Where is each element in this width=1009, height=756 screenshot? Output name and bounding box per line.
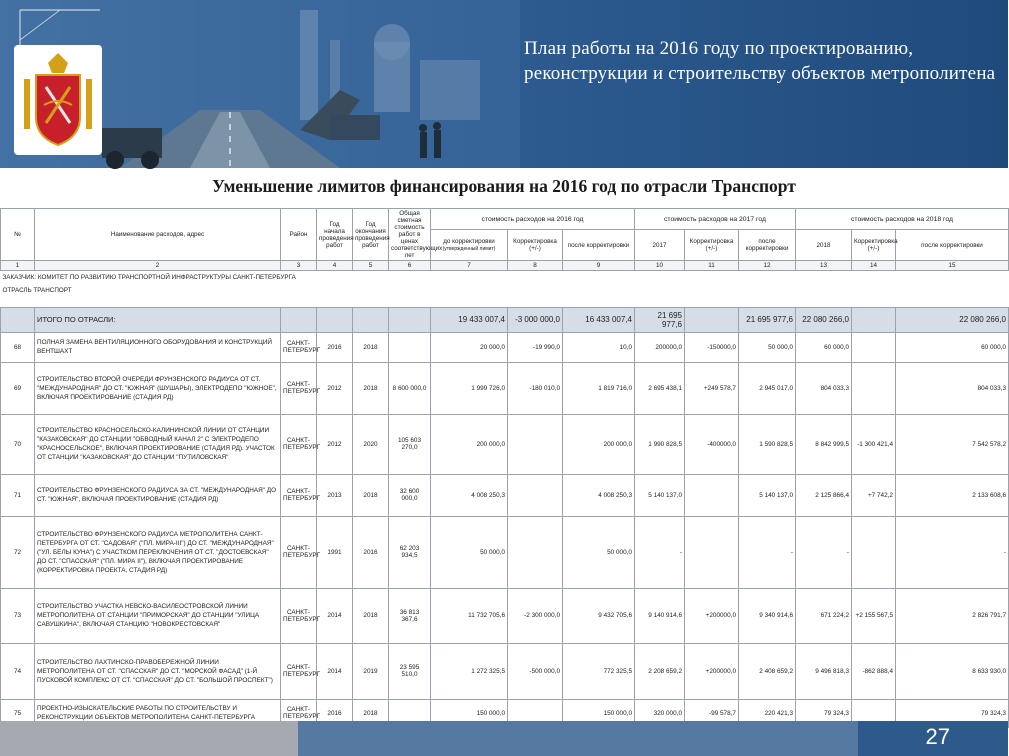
total-label: ИТОГО ПО ОТРАСЛИ:: [35, 307, 281, 332]
cell-y2018: 60 000,0: [796, 332, 852, 362]
cell-name: ПОЛНАЯ ЗАМЕНА ВЕНТИЛЯЦИОННОГО ОБОРУДОВАНИЯ И КОНСТРУКЦИЙ ВЕНТШАХТ: [35, 332, 281, 362]
col-name: Наименование расходов, адрес: [35, 209, 281, 261]
cell-y2017: 1 990 828,5: [635, 414, 685, 474]
index-cell: 10: [635, 261, 685, 271]
cell-corr17: -150000,0: [685, 332, 739, 362]
col-total-cost: Общая сметная стоимость работ в ценах соответствующих лет: [389, 209, 431, 261]
total-before: 19 433 007,4: [431, 307, 508, 332]
total-after-2017: 21 695 977,6: [739, 307, 796, 332]
page-number: 27: [925, 724, 950, 749]
cell-after: 9 432 705,6: [563, 588, 635, 643]
cell-after: 200 000,0: [563, 414, 635, 474]
column-index-row: [1, 261, 1009, 271]
table-body: [1, 332, 1009, 727]
cell-after: 772 325,5: [563, 643, 635, 699]
cell-num: 73: [1, 588, 35, 643]
footer-bar: [0, 721, 1008, 756]
col-after-2016: после корректировки: [563, 230, 635, 261]
footer-left-block: [0, 721, 298, 756]
table-row: [1, 588, 1009, 643]
cell-name: ПРОЕКТНО-ИЗЫСКАТЕЛЬСКИЕ РАБОТЫ ПО СТРОИТЕЛЬСТВУ И РЕКОНСТРУКЦИИ ОБЪЕКТОВ МЕТРОПОЛИТЕНА САНКТ-ПЕТЕРБУРГА: [35, 699, 281, 727]
cell-corr18: +2 155 567,5: [852, 588, 896, 643]
cell-after: 150 000,0: [563, 699, 635, 727]
cell-start: 2014: [317, 643, 353, 699]
col-corr-2016: Корректировка (+/-): [508, 230, 563, 261]
cell-name: СТРОИТЕЛЬСТВО ЛАХТИНСКО-ПРАВОБЕРЕЖНОЙ ЛИНИИ МЕТРОПОЛИТЕНА ОТ СТ. "СПАССКАЯ" ДО СТ. "МОРСКОЙ ФАСАД" (1-Й ПУСКОВОЙ КОМПЛЕКС ОТ СТ. "СПАССКАЯ" ДО СТ. "БОЛЬШОЙ ПРОСПЕКТ"): [35, 643, 281, 699]
table-row: [1, 643, 1009, 699]
cell-corr: [508, 516, 563, 588]
industry-row: [1, 284, 1009, 297]
cell-num: 69: [1, 362, 35, 414]
cell-corr: [508, 414, 563, 474]
index-cell: 15: [896, 261, 1009, 271]
cell-end: 2018: [353, 474, 389, 516]
cell-corr18: -862 888,4: [852, 643, 896, 699]
cell-end: 2020: [353, 414, 389, 474]
cell-start: 2014: [317, 588, 353, 643]
col-corr-2018: Корректировка (+/-): [852, 230, 896, 261]
cell-corr18: -1 300 421,4: [852, 414, 896, 474]
table-row: [1, 516, 1009, 588]
total-empty: [852, 307, 896, 332]
col-after-2017: после корректировки: [739, 230, 796, 261]
col-before-note: (утвержденный лимит): [442, 246, 496, 252]
cell-total-cost: 105 603 270,0: [389, 414, 431, 474]
index-cell: 2: [35, 261, 281, 271]
coat-of-arms-emblem: [14, 45, 102, 155]
cell-num: 71: [1, 474, 35, 516]
cell-end: 2018: [353, 362, 389, 414]
col-corr-2017: Корректировка (+/-): [685, 230, 739, 261]
index-cell: 4: [317, 261, 353, 271]
col-group-2016: стоимость расходов на 2016 год: [431, 209, 635, 230]
cell-num: 74: [1, 643, 35, 699]
cell-after: 4 008 250,3: [563, 474, 635, 516]
cell-after18: 8 633 930,0: [896, 643, 1009, 699]
cell-y2018: 8 842 999,5: [796, 414, 852, 474]
cell-after18: 60 000,0: [896, 332, 1009, 362]
cell-after18: 2 133 608,6: [896, 474, 1009, 516]
footer-mid-block: [298, 721, 858, 756]
cell-start: 2012: [317, 414, 353, 474]
cell-start: 2016: [317, 332, 353, 362]
cell-y2017: 320 000,0: [635, 699, 685, 727]
col-2017: 2017: [635, 230, 685, 261]
cell-before: 20 000,0: [431, 332, 508, 362]
table-row: [1, 474, 1009, 516]
cell-y2017: 5 140 137,0: [635, 474, 685, 516]
cell-corr17: [685, 516, 739, 588]
cell-before: 11 732 705,6: [431, 588, 508, 643]
col-start: Год начала проведения работ: [317, 209, 353, 261]
cell-district: САНКТ-ПЕТЕРБУРГ: [281, 362, 317, 414]
total-after-2018: 22 080 266,0: [896, 307, 1009, 332]
cell-district: САНКТ-ПЕТЕРБУРГ: [281, 516, 317, 588]
cell-total-cost: 23 595 510,0: [389, 643, 431, 699]
cell-corr18: +7 742,2: [852, 474, 896, 516]
cell-start: 2013: [317, 474, 353, 516]
industry-label: ОТРАСЛЬ ТРАНСПОРТ: [2, 287, 72, 294]
cell-corr17: -400000,0: [685, 414, 739, 474]
col-after-2018: после корректировки: [896, 230, 1009, 261]
cell-name: СТРОИТЕЛЬСТВО ФРУНЗЕНСКОГО РАДИУСА МЕТРОПОЛИТЕНА САНКТ-ПЕТЕРБУРГА ОТ СТ. "САДОВАЯ" ("ПЛ. МИРА-III") ДО СТ. "МЕЖДУНАРОДНАЯ" ("УЛ. БЕЛЫ КУНА") С УЧАСТКОМ ПЕРЕКЛЮЧЕНИЯ ОТ СТ. "ДОСТОЕВСКАЯ" ДО СТ. "СПАССКАЯ" ("ПЛ. МИРА II"), ВКЛЮЧАЯ ПРОЕКТИРОВАНИЕ (КОРРЕКТИРОВКА ПРОЕКТА, СТАДИЯ РД): [35, 516, 281, 588]
page-title: План работы на 2016 году по проектированию, реконструкции и строительству объектов метрополитена: [524, 38, 996, 84]
cell-total-cost: 32 600 000,0: [389, 474, 431, 516]
cell-y2017: 200000,0: [635, 332, 685, 362]
cell-y2018: 9 496 818,3: [796, 643, 852, 699]
cell-after18: -: [896, 516, 1009, 588]
total-empty: [353, 307, 389, 332]
col-2018: 2018: [796, 230, 852, 261]
cell-corr: -500 000,0: [508, 643, 563, 699]
cell-name: СТРОИТЕЛЬСТВО КРАСНОСЕЛЬСКО-КАЛИНИНСКОЙ ЛИНИИ ОТ СТАНЦИИ "КАЗАКОВСКАЯ" ДО СТАНЦИИ "ОБВОДНЫЙ КАНАЛ 2" С ЭЛЕКТРОДЕПО "КРАСНОСЕЛЬСКОЕ", ВКЛЮЧАЯ ПРОЕКТИРОВАНИЕ (СТАДИЯ РД). УЧАСТОК ОТ СТАНЦИИ "КАЗАКОВСКАЯ" ДО СТАНЦИИ "ПУТИЛОВСКАЯ": [35, 414, 281, 474]
index-cell: 9: [563, 261, 635, 271]
index-cell: 13: [796, 261, 852, 271]
cell-num: 75: [1, 699, 35, 727]
customer-label: ЗАКАЗЧИК: КОМИТЕТ ПО РАЗВИТИЮ ТРАНСПОРТНОЙ ИНФРАСТРУКТУРЫ САНКТ-ПЕТЕРБУРГА: [2, 274, 296, 281]
cell-after17: 2 945 017,0: [739, 362, 796, 414]
col-end: Год окончания проведения работ: [353, 209, 389, 261]
cell-after: 1 819 716,0: [563, 362, 635, 414]
cell-num: 72: [1, 516, 35, 588]
cell-after17: 220 421,3: [739, 699, 796, 727]
total-num: [1, 307, 35, 332]
col-before-label: до корректировки: [443, 238, 495, 245]
cell-corr17: +249 578,7: [685, 362, 739, 414]
cell-y2018: 671 224,2: [796, 588, 852, 643]
index-cell: 12: [739, 261, 796, 271]
cell-after17: 2 408 659,2: [739, 643, 796, 699]
cell-after17: 1 590 828,5: [739, 414, 796, 474]
table-row: [1, 414, 1009, 474]
col-group-2018: стоимость расходов на 2018 год: [796, 209, 1009, 230]
cell-total-cost: 36 813 367,6: [389, 588, 431, 643]
index-cell: 8: [508, 261, 563, 271]
table-row: [1, 332, 1009, 362]
cell-y2017: 2 695 438,1: [635, 362, 685, 414]
cell-corr18: [852, 362, 896, 414]
col-district: Район: [281, 209, 317, 261]
cell-before: 4 008 250,3: [431, 474, 508, 516]
cell-after17: 50 000,0: [739, 332, 796, 362]
index-cell: 11: [685, 261, 739, 271]
total-empty: [389, 307, 431, 332]
cell-end: 2018: [353, 588, 389, 643]
cell-after18: 79 324,3: [896, 699, 1009, 727]
cell-corr: -180 010,0: [508, 362, 563, 414]
spacer-row: [1, 297, 1009, 307]
cell-district: САНКТ-ПЕТЕРБУРГ: [281, 474, 317, 516]
cell-district: САНКТ-ПЕТЕРБУРГ: [281, 414, 317, 474]
cell-num: 70: [1, 414, 35, 474]
cell-after17: 5 140 137,0: [739, 474, 796, 516]
cell-end: 2018: [353, 332, 389, 362]
cell-after: 50 000,0: [563, 516, 635, 588]
finance-table: [0, 208, 1009, 728]
col-before: [431, 230, 508, 261]
cell-y2017: 9 140 914,6: [635, 588, 685, 643]
cell-end: 2016: [353, 516, 389, 588]
cell-y2018: 79 324,3: [796, 699, 852, 727]
coat-of-arms-icon: [14, 45, 102, 155]
cell-after17: -: [739, 516, 796, 588]
table-row: [1, 362, 1009, 414]
customer-row: [1, 271, 1009, 285]
cell-corr17: [685, 474, 739, 516]
cell-corr: [508, 474, 563, 516]
cell-corr17: -99 578,7: [685, 699, 739, 727]
cell-num: 68: [1, 332, 35, 362]
cell-corr18: [852, 516, 896, 588]
cell-before: 150 000,0: [431, 699, 508, 727]
cell-corr18: [852, 332, 896, 362]
index-cell: 7: [431, 261, 508, 271]
cell-end: 2018: [353, 699, 389, 727]
total-row: [1, 307, 1009, 332]
col-num: №: [1, 209, 35, 261]
cell-corr17: +200000,0: [685, 588, 739, 643]
cell-after18: 804 033,3: [896, 362, 1009, 414]
cell-before: 1 272 325,5: [431, 643, 508, 699]
index-cell: 5: [353, 261, 389, 271]
cell-name: СТРОИТЕЛЬСТВО ФРУНЗЕНСКОГО РАДИУСА ЗА СТ. "МЕЖДУНАРОДНАЯ" ДО СТ. "ЮЖНАЯ", ВКЛЮЧАЯ ПРОЕКТИРОВАНИЕ (СТАДИЯ РД): [35, 474, 281, 516]
cell-y2018: 804 033,3: [796, 362, 852, 414]
total-corr: -3 000 000,0: [508, 307, 563, 332]
total-empty: [685, 307, 739, 332]
cell-corr: -19 990,0: [508, 332, 563, 362]
cell-start: 2016: [317, 699, 353, 727]
index-cell: 1: [1, 261, 35, 271]
total-empty: [281, 307, 317, 332]
index-cell: 6: [389, 261, 431, 271]
total-empty: [317, 307, 353, 332]
col-group-2017: стоимость расходов на 2017 год: [635, 209, 796, 230]
cell-after18: 7 542 578,2: [896, 414, 1009, 474]
index-cell: 14: [852, 261, 896, 271]
cell-before: 50 000,0: [431, 516, 508, 588]
table-header-row: [1, 209, 1009, 230]
spacer-cell: [1, 297, 1009, 307]
cell-total-cost: [389, 332, 431, 362]
total-after: 16 433 007,4: [563, 307, 635, 332]
index-cell: 3: [281, 261, 317, 271]
cell-before: 1 999 726,0: [431, 362, 508, 414]
cell-district: САНКТ-ПЕТЕРБУРГ: [281, 643, 317, 699]
cell-y2018: -: [796, 516, 852, 588]
cell-before: 200 000,0: [431, 414, 508, 474]
cell-after18: 2 826 791,7: [896, 588, 1009, 643]
cell-district: САНКТ-ПЕТЕРБУРГ: [281, 699, 317, 727]
cell-corr: -2 300 000,0: [508, 588, 563, 643]
cell-name: СТРОИТЕЛЬСТВО УЧАСТКА НЕВСКО-ВАСИЛЕОСТРОВСКОЙ ЛИНИИ МЕТРОПОЛИТЕНА ОТ СТАНЦИИ "ПРИМОРСКАЯ" ДО СТАНЦИИ "УЛИЦА САВУШКИНА", ВКЛЮЧАЯ СТАНЦИЮ "НОВОКРЕСТОВСКАЯ": [35, 588, 281, 643]
cell-end: 2019: [353, 643, 389, 699]
cell-total-cost: 62 203 934,5: [389, 516, 431, 588]
cell-total-cost: 8 600 000,0: [389, 362, 431, 414]
page-subtitle: Уменьшение лимитов финансирования на 2016 год по отрасли Транспорт: [212, 176, 796, 196]
total-2018: 22 080 266,0: [796, 307, 852, 332]
cell-start: 1991: [317, 516, 353, 588]
cell-after17: 9 340 914,6: [739, 588, 796, 643]
cell-after: 10,0: [563, 332, 635, 362]
cell-name: СТРОИТЕЛЬСТВО ВТОРОЙ ОЧЕРЕДИ ФРУНЗЕНСКОГО РАДИУСА ОТ СТ. "МЕЖДУНАРОДНАЯ" ДО СТ. "ЮЖНАЯ" (ШУШАРЫ), ЭЛЕКТРОДЕПО "ЮЖНОЕ", ВКЛЮЧАЯ ПРОЕКТИРОВАНИЕ (СТАДИЯ РД): [35, 362, 281, 414]
cell-y2017: 2 208 659,2: [635, 643, 685, 699]
cell-district: САНКТ-ПЕТЕРБУРГ: [281, 332, 317, 362]
cell-corr17: +200000,0: [685, 643, 739, 699]
cell-y2018: 2 125 866,4: [796, 474, 852, 516]
cell-district: САНКТ-ПЕТЕРБУРГ: [281, 588, 317, 643]
cell-start: 2012: [317, 362, 353, 414]
cell-y2017: -: [635, 516, 685, 588]
header-banner: [0, 0, 1008, 168]
spreadsheet: [0, 208, 1008, 728]
total-2017: 21 695 977,6: [635, 307, 685, 332]
